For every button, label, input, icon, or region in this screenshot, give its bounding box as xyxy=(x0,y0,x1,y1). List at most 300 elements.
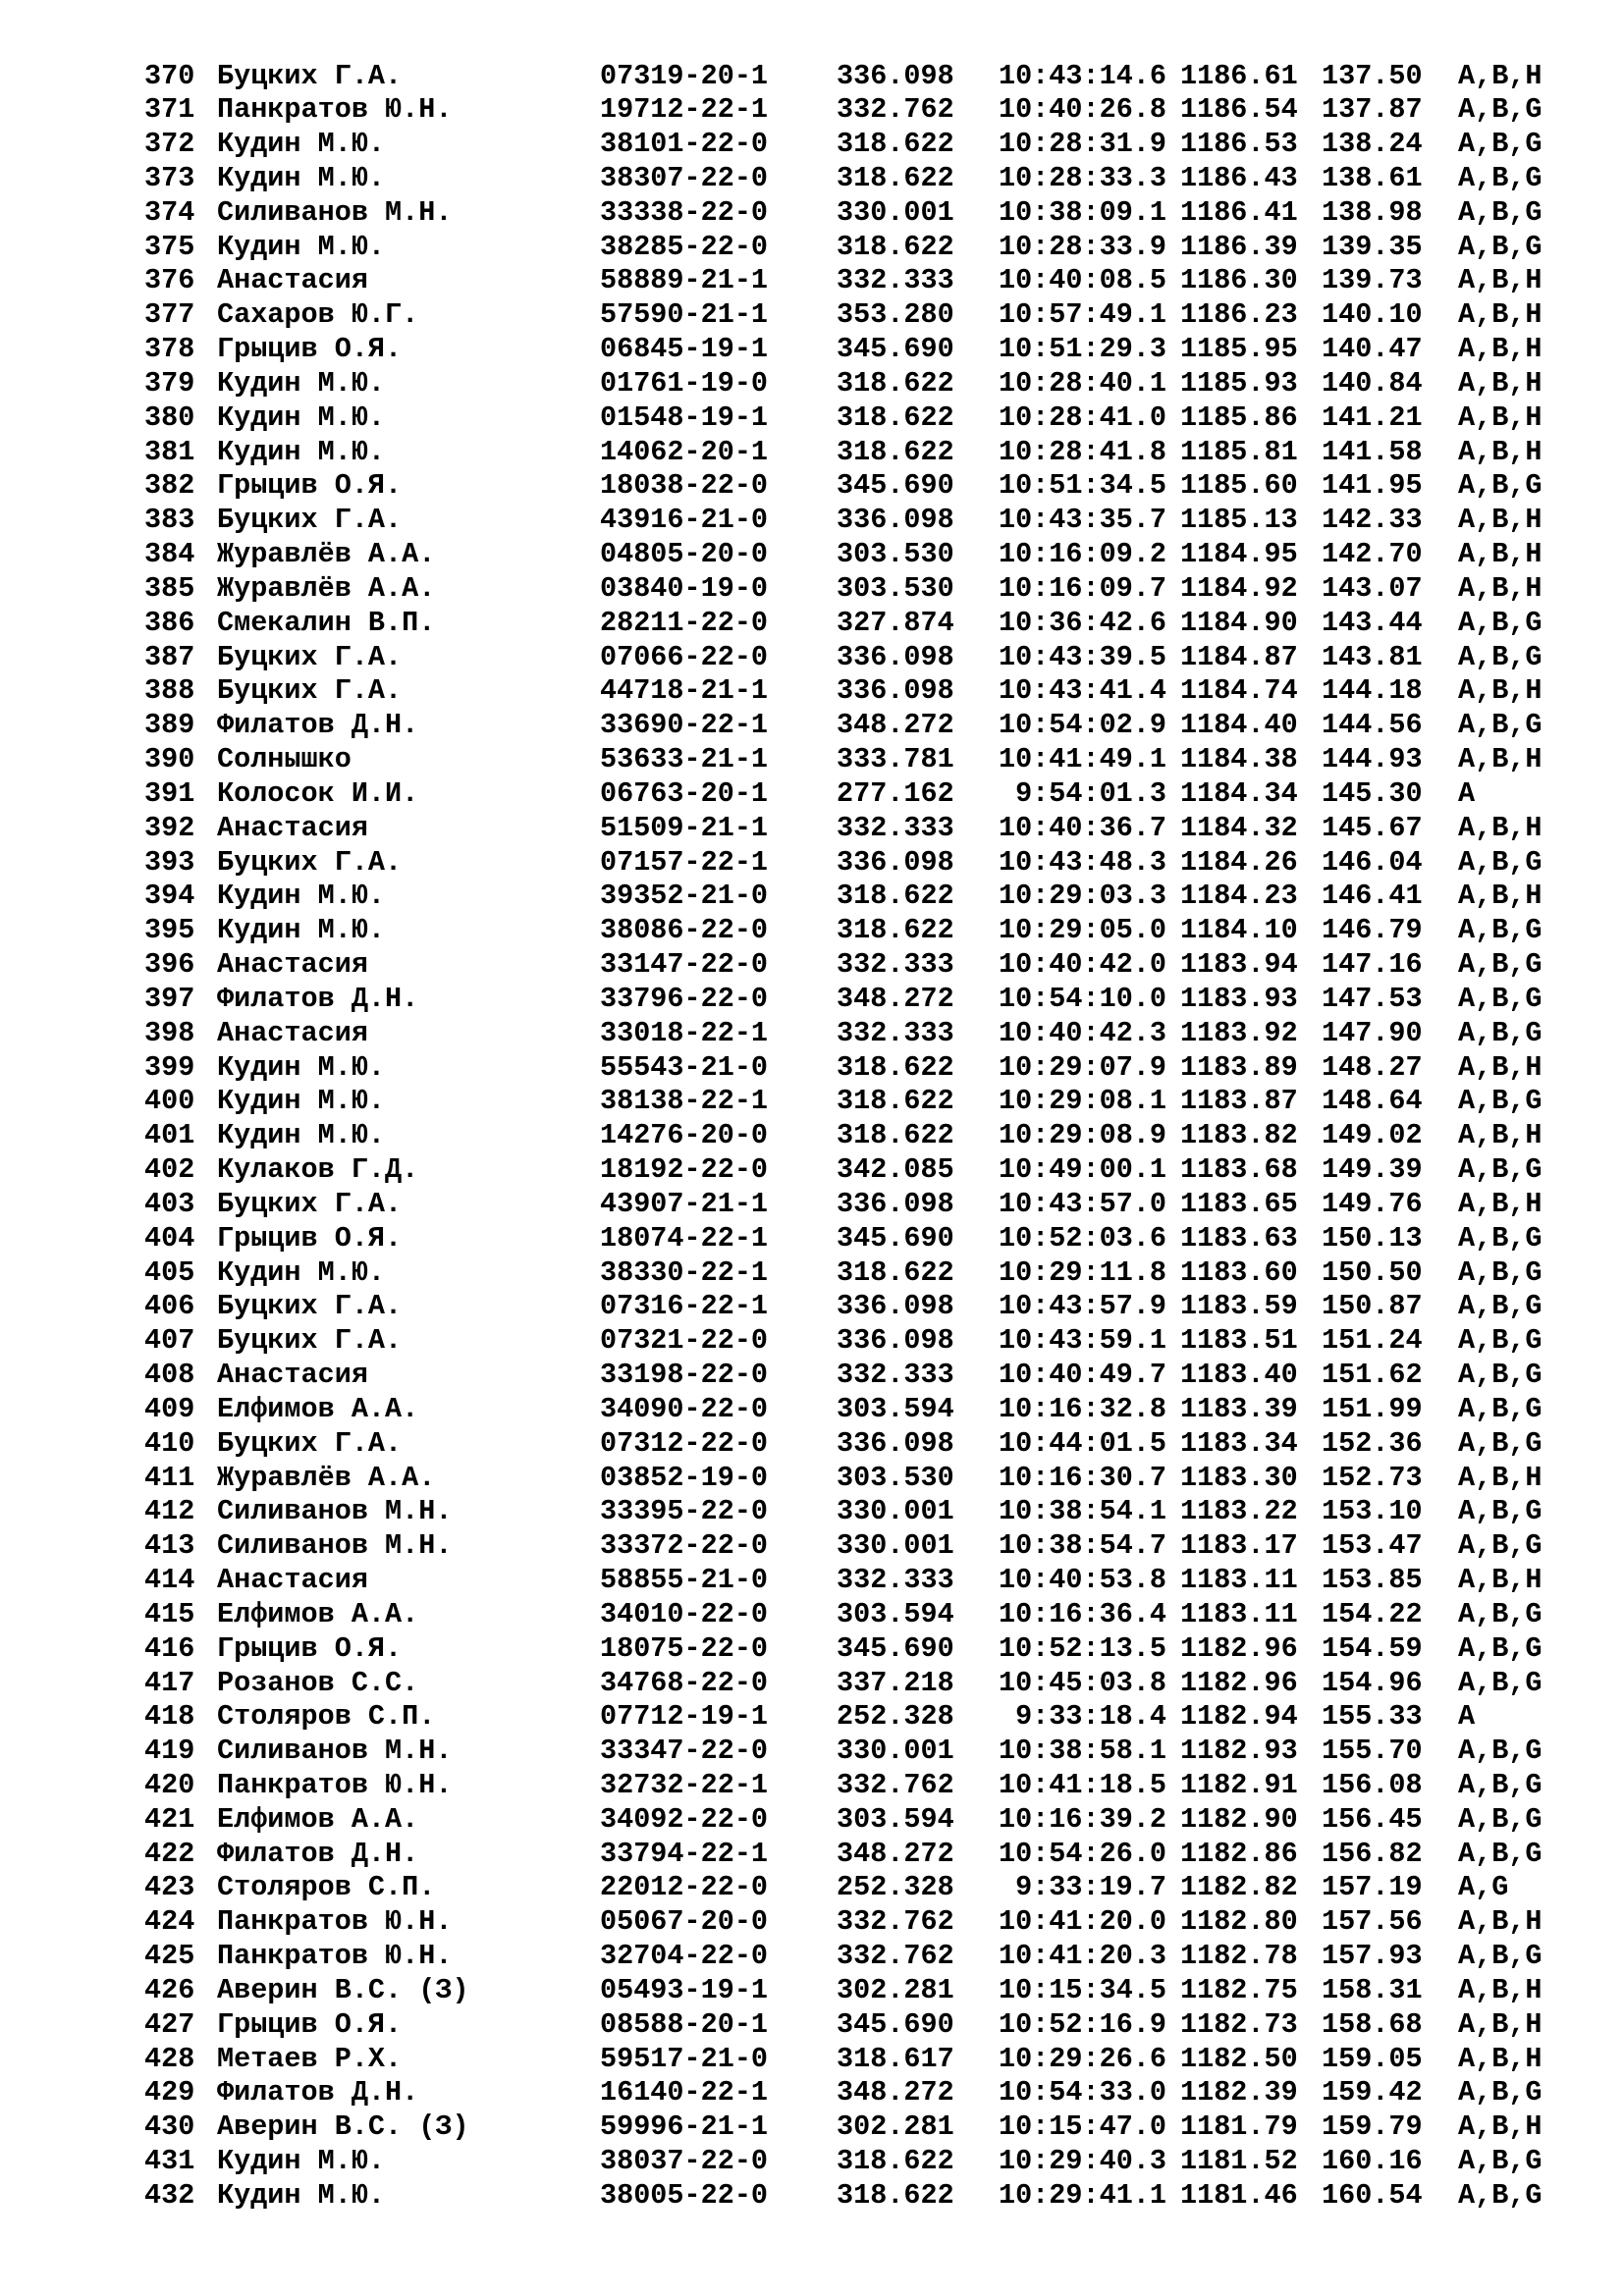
result-row xyxy=(0,59,1624,93)
fancier-name: Кудин М.Ю. xyxy=(217,128,386,161)
ring-number: 55543-21-0 xyxy=(600,1050,769,1084)
points: 157.56 xyxy=(1322,1905,1423,1939)
place-number: 382 xyxy=(144,469,195,503)
speed: 1183.82 xyxy=(1180,1119,1298,1152)
result-row xyxy=(0,2075,1624,2109)
speed: 1184.40 xyxy=(1180,709,1298,742)
result-row xyxy=(0,2007,1624,2042)
arrival-time: 10:29:41.1 xyxy=(998,2178,1166,2212)
speed: 1183.89 xyxy=(1180,1050,1298,1084)
ring-number: 58889-21-1 xyxy=(600,264,769,297)
speed: 1184.26 xyxy=(1180,845,1298,879)
points: 151.24 xyxy=(1322,1324,1423,1358)
ring-number: 03840-19-0 xyxy=(600,571,769,605)
arrival-time: 10:52:03.6 xyxy=(998,1221,1166,1255)
groups: A,B,H xyxy=(1458,264,1543,297)
points: 153.85 xyxy=(1322,1564,1423,1597)
groups: A,B,G xyxy=(1458,195,1543,229)
distance: 332.333 xyxy=(837,264,954,297)
groups: A,B,G xyxy=(1458,1426,1543,1460)
points: 146.04 xyxy=(1322,845,1423,879)
place-number: 415 xyxy=(144,1597,195,1630)
result-row xyxy=(0,1939,1624,1973)
arrival-time: 10:41:18.5 xyxy=(998,1769,1166,1801)
distance: 345.690 xyxy=(837,2007,954,2041)
arrival-time: 10:54:33.0 xyxy=(998,2076,1166,2109)
speed: 1183.68 xyxy=(1180,1153,1298,1187)
points: 138.61 xyxy=(1322,161,1423,194)
points: 159.05 xyxy=(1322,2042,1423,2075)
result-row xyxy=(0,1666,1624,1700)
place-number: 406 xyxy=(144,1290,195,1323)
distance: 327.874 xyxy=(837,606,954,639)
arrival-time: 10:29:08.9 xyxy=(998,1119,1166,1152)
speed: 1185.60 xyxy=(1180,469,1298,503)
ring-number: 58855-21-0 xyxy=(600,1564,769,1597)
fancier-name: Кудин М.Ю. xyxy=(217,880,386,913)
points: 141.21 xyxy=(1322,400,1423,434)
groups: A,G xyxy=(1458,1871,1509,1904)
distance: 336.098 xyxy=(837,1426,954,1460)
groups: A,B,G xyxy=(1458,1255,1543,1289)
speed: 1182.93 xyxy=(1180,1735,1298,1768)
fancier-name: Силиванов М.Н. xyxy=(217,195,453,229)
groups: A,B,G xyxy=(1458,709,1543,742)
place-number: 405 xyxy=(144,1255,195,1289)
result-row xyxy=(0,366,1624,400)
points: 148.64 xyxy=(1322,1085,1423,1118)
arrival-time: 10:16:36.4 xyxy=(998,1597,1166,1630)
place-number: 431 xyxy=(144,2145,195,2178)
groups: A,B,G xyxy=(1458,1631,1543,1665)
fancier-name: Буцких Г.А. xyxy=(217,674,403,708)
distance: 348.272 xyxy=(837,982,954,1015)
arrival-time: 10:38:54.1 xyxy=(998,1495,1166,1528)
result-row xyxy=(0,2144,1624,2178)
ring-number: 51509-21-1 xyxy=(600,811,769,844)
points: 139.73 xyxy=(1322,264,1423,297)
place-number: 432 xyxy=(144,2178,195,2212)
fancier-name: Буцких Г.А. xyxy=(217,504,403,537)
fancier-name: Буцких Г.А. xyxy=(217,1426,403,1460)
groups: A,B,G xyxy=(1458,1495,1543,1528)
speed: 1183.63 xyxy=(1180,1221,1298,1255)
fancier-name: Журавлёв А.А. xyxy=(217,1461,436,1494)
ring-number: 07321-22-0 xyxy=(600,1324,769,1358)
place-number: 373 xyxy=(144,161,195,194)
result-row xyxy=(0,606,1624,640)
fancier-name: Силиванов М.Н. xyxy=(217,1735,453,1768)
arrival-time: 10:40:26.8 xyxy=(998,93,1166,127)
result-row xyxy=(0,435,1624,469)
fancier-name: Кудин М.Ю. xyxy=(217,400,386,434)
ring-number: 57590-21-1 xyxy=(600,298,769,332)
distance: 348.272 xyxy=(837,1837,954,1870)
groups: A,B,G xyxy=(1458,914,1543,947)
speed: 1183.39 xyxy=(1180,1392,1298,1425)
points: 152.36 xyxy=(1322,1426,1423,1460)
place-number: 395 xyxy=(144,914,195,947)
place-number: 420 xyxy=(144,1769,195,1801)
speed: 1182.96 xyxy=(1180,1666,1298,1699)
points: 154.22 xyxy=(1322,1597,1423,1630)
ring-number: 18038-22-0 xyxy=(600,469,769,503)
distance: 336.098 xyxy=(837,1324,954,1358)
arrival-time: 10:15:34.5 xyxy=(998,1973,1166,2006)
points: 141.95 xyxy=(1322,469,1423,503)
place-number: 419 xyxy=(144,1735,195,1768)
result-row xyxy=(0,537,1624,571)
arrival-time: 10:43:14.6 xyxy=(998,59,1166,92)
points: 160.16 xyxy=(1322,2145,1423,2178)
arrival-time: 10:40:42.3 xyxy=(998,1016,1166,1049)
place-number: 424 xyxy=(144,1905,195,1939)
result-row xyxy=(0,673,1624,708)
fancier-name: Елфимов А.А. xyxy=(217,1392,419,1425)
arrival-time: 10:16:30.7 xyxy=(998,1461,1166,1494)
fancier-name: Журавлёв А.А. xyxy=(217,571,436,605)
distance: 303.530 xyxy=(837,571,954,605)
ring-number: 44718-21-1 xyxy=(600,674,769,708)
distance: 318.622 xyxy=(837,880,954,913)
distance: 303.530 xyxy=(837,1461,954,1494)
points: 145.30 xyxy=(1322,776,1423,810)
groups: A,B,G xyxy=(1458,230,1543,263)
result-row xyxy=(0,1528,1624,1563)
result-row xyxy=(0,503,1624,537)
arrival-time: 10:16:09.7 xyxy=(998,571,1166,605)
place-number: 421 xyxy=(144,1802,195,1836)
place-number: 400 xyxy=(144,1085,195,1118)
groups: A,B,H xyxy=(1458,2042,1543,2075)
groups: A,B,G xyxy=(1458,1597,1543,1630)
groups: A,B,G xyxy=(1458,1769,1543,1801)
ring-number: 06763-20-1 xyxy=(600,776,769,810)
distance: 332.333 xyxy=(837,811,954,844)
arrival-time: 10:44:01.5 xyxy=(998,1426,1166,1460)
distance: 252.328 xyxy=(837,1700,954,1734)
result-row xyxy=(0,1802,1624,1837)
speed: 1183.87 xyxy=(1180,1085,1298,1118)
result-row xyxy=(0,1494,1624,1528)
place-number: 384 xyxy=(144,538,195,571)
fancier-name: Филатов Д.Н. xyxy=(217,709,419,742)
place-number: 389 xyxy=(144,709,195,742)
ring-number: 01761-19-0 xyxy=(600,366,769,400)
ring-number: 33198-22-0 xyxy=(600,1359,769,1392)
speed: 1185.86 xyxy=(1180,400,1298,434)
place-number: 401 xyxy=(144,1119,195,1152)
result-row xyxy=(0,1187,1624,1221)
groups: A,B,G xyxy=(1458,606,1543,639)
ring-number: 33147-22-0 xyxy=(600,948,769,982)
arrival-time: 10:28:33.9 xyxy=(998,230,1166,263)
place-number: 394 xyxy=(144,880,195,913)
arrival-time: 10:38:54.7 xyxy=(998,1529,1166,1563)
points: 149.39 xyxy=(1322,1153,1423,1187)
place-number: 399 xyxy=(144,1050,195,1084)
fancier-name: Смекалин В.П. xyxy=(217,606,436,639)
groups: A,B,H xyxy=(1458,333,1543,366)
arrival-time: 10:43:35.7 xyxy=(998,504,1166,537)
ring-number: 03852-19-0 xyxy=(600,1461,769,1494)
distance: 303.594 xyxy=(837,1392,954,1425)
result-row xyxy=(0,1426,1624,1461)
speed: 1183.92 xyxy=(1180,1016,1298,1049)
groups: A,B,G xyxy=(1458,128,1543,161)
fancier-name: Филатов Д.Н. xyxy=(217,2076,419,2109)
groups: A,B,H xyxy=(1458,400,1543,434)
result-row xyxy=(0,879,1624,913)
ring-number: 32704-22-0 xyxy=(600,1940,769,1973)
arrival-time: 10:16:32.8 xyxy=(998,1392,1166,1425)
result-row xyxy=(0,1734,1624,1768)
fancier-name: Анастасия xyxy=(217,264,368,297)
speed: 1183.34 xyxy=(1180,1426,1298,1460)
fancier-name: Елфимов А.А. xyxy=(217,1802,419,1836)
distance: 303.594 xyxy=(837,1597,954,1630)
place-number: 402 xyxy=(144,1153,195,1187)
fancier-name: Кудин М.Ю. xyxy=(217,435,386,468)
fancier-name: Буцких Г.А. xyxy=(217,1187,403,1220)
place-number: 396 xyxy=(144,948,195,982)
arrival-time: 10:49:00.1 xyxy=(998,1153,1166,1187)
arrival-time: 10:29:07.9 xyxy=(998,1050,1166,1084)
points: 137.50 xyxy=(1322,59,1423,92)
result-row xyxy=(0,195,1624,230)
groups: A,B,G xyxy=(1458,1324,1543,1358)
groups: A,B,H xyxy=(1458,1187,1543,1220)
points: 156.45 xyxy=(1322,1802,1423,1836)
arrival-time: 10:40:08.5 xyxy=(998,264,1166,297)
ring-number: 14062-20-1 xyxy=(600,435,769,468)
speed: 1183.40 xyxy=(1180,1359,1298,1392)
place-number: 423 xyxy=(144,1871,195,1904)
place-number: 379 xyxy=(144,366,195,400)
fancier-name: Буцких Г.А. xyxy=(217,845,403,879)
result-row xyxy=(0,845,1624,880)
ring-number: 07319-20-1 xyxy=(600,59,769,92)
ring-number: 43907-21-1 xyxy=(600,1187,769,1220)
result-row xyxy=(0,811,1624,845)
place-number: 372 xyxy=(144,128,195,161)
fancier-name: Кудин М.Ю. xyxy=(217,1119,386,1152)
ring-number: 59996-21-1 xyxy=(600,2110,769,2144)
result-row xyxy=(0,1221,1624,1255)
points: 155.70 xyxy=(1322,1735,1423,1768)
result-row xyxy=(0,2178,1624,2213)
arrival-time: 10:43:41.4 xyxy=(998,674,1166,708)
distance: 303.594 xyxy=(837,1802,954,1836)
distance: 336.098 xyxy=(837,640,954,673)
ring-number: 33796-22-0 xyxy=(600,982,769,1015)
result-row xyxy=(0,708,1624,742)
groups: A,B,G xyxy=(1458,1666,1543,1699)
fancier-name: Анастасия xyxy=(217,1564,368,1597)
fancier-name: Панкратов Ю.Н. xyxy=(217,93,453,127)
speed: 1185.95 xyxy=(1180,333,1298,366)
fancier-name: Розанов С.С. xyxy=(217,1666,419,1699)
fancier-name: Филатов Д.Н. xyxy=(217,982,419,1015)
result-row xyxy=(0,640,1624,674)
points: 144.18 xyxy=(1322,674,1423,708)
points: 156.82 xyxy=(1322,1837,1423,1870)
result-row xyxy=(0,1904,1624,1939)
ring-number: 34092-22-0 xyxy=(600,1802,769,1836)
result-row xyxy=(0,2109,1624,2144)
points: 146.41 xyxy=(1322,880,1423,913)
arrival-time: 10:43:57.0 xyxy=(998,1187,1166,1220)
speed: 1183.59 xyxy=(1180,1290,1298,1323)
groups: A,B,G xyxy=(1458,1153,1543,1187)
groups: A,B,H xyxy=(1458,1564,1543,1597)
place-number: 374 xyxy=(144,195,195,229)
fancier-name: Кудин М.Ю. xyxy=(217,366,386,400)
groups: A,B,H xyxy=(1458,571,1543,605)
speed: 1186.53 xyxy=(1180,128,1298,161)
points: 149.02 xyxy=(1322,1119,1423,1152)
fancier-name: Панкратов Ю.Н. xyxy=(217,1905,453,1939)
speed: 1183.65 xyxy=(1180,1187,1298,1220)
fancier-name: Анастасия xyxy=(217,811,368,844)
points: 138.98 xyxy=(1322,195,1423,229)
distance: 348.272 xyxy=(837,2076,954,2109)
speed: 1186.39 xyxy=(1180,230,1298,263)
speed: 1182.50 xyxy=(1180,2042,1298,2075)
fancier-name: Кудин М.Ю. xyxy=(217,2178,386,2212)
place-number: 383 xyxy=(144,504,195,537)
points: 151.62 xyxy=(1322,1359,1423,1392)
arrival-time: 10:38:09.1 xyxy=(998,195,1166,229)
arrival-time: 10:16:39.2 xyxy=(998,1802,1166,1836)
groups: A,B,G xyxy=(1458,1221,1543,1255)
distance: 332.762 xyxy=(837,1940,954,1973)
speed: 1184.87 xyxy=(1180,640,1298,673)
points: 147.53 xyxy=(1322,982,1423,1015)
points: 141.58 xyxy=(1322,435,1423,468)
groups: A,B,G xyxy=(1458,2076,1543,2109)
result-row xyxy=(0,400,1624,435)
speed: 1186.41 xyxy=(1180,195,1298,229)
points: 157.19 xyxy=(1322,1871,1423,1904)
distance: 318.622 xyxy=(837,366,954,400)
arrival-time: 10:41:20.0 xyxy=(998,1905,1166,1939)
speed: 1183.17 xyxy=(1180,1529,1298,1563)
place-number: 376 xyxy=(144,264,195,297)
points: 144.93 xyxy=(1322,743,1423,776)
place-number: 414 xyxy=(144,1564,195,1597)
points: 160.54 xyxy=(1322,2178,1423,2212)
arrival-time: 9:33:19.7 xyxy=(1015,1871,1166,1904)
place-number: 410 xyxy=(144,1426,195,1460)
arrival-time: 10:52:16.9 xyxy=(998,2007,1166,2041)
result-row xyxy=(0,1973,1624,2007)
fancier-name: Грыцив О.Я. xyxy=(217,1221,403,1255)
fancier-name: Кудин М.Ю. xyxy=(217,1255,386,1289)
points: 142.33 xyxy=(1322,504,1423,537)
place-number: 427 xyxy=(144,2007,195,2041)
points: 143.07 xyxy=(1322,571,1423,605)
place-number: 391 xyxy=(144,776,195,810)
distance: 302.281 xyxy=(837,1973,954,2006)
arrival-time: 10:54:02.9 xyxy=(998,709,1166,742)
ring-number: 07316-22-1 xyxy=(600,1290,769,1323)
groups: A,B,H xyxy=(1458,1905,1543,1939)
points: 158.31 xyxy=(1322,1973,1423,2006)
place-number: 430 xyxy=(144,2110,195,2144)
place-number: 411 xyxy=(144,1461,195,1494)
fancier-name: Силиванов М.Н. xyxy=(217,1495,453,1528)
speed: 1186.23 xyxy=(1180,298,1298,332)
points: 150.87 xyxy=(1322,1290,1423,1323)
result-row xyxy=(0,263,1624,297)
points: 142.70 xyxy=(1322,538,1423,571)
speed: 1186.54 xyxy=(1180,93,1298,127)
groups: A,B,G xyxy=(1458,161,1543,194)
arrival-time: 10:41:49.1 xyxy=(998,743,1166,776)
result-row xyxy=(0,982,1624,1016)
ring-number: 33372-22-0 xyxy=(600,1529,769,1563)
distance: 336.098 xyxy=(837,59,954,92)
ring-number: 07712-19-1 xyxy=(600,1700,769,1734)
place-number: 388 xyxy=(144,674,195,708)
points: 155.33 xyxy=(1322,1700,1423,1734)
result-row xyxy=(0,571,1624,606)
speed: 1182.94 xyxy=(1180,1700,1298,1734)
distance: 318.622 xyxy=(837,161,954,194)
speed: 1182.82 xyxy=(1180,1871,1298,1904)
points: 140.10 xyxy=(1322,298,1423,332)
distance: 336.098 xyxy=(837,504,954,537)
arrival-time: 10:29:11.8 xyxy=(998,1255,1166,1289)
ring-number: 33794-22-1 xyxy=(600,1837,769,1870)
speed: 1183.94 xyxy=(1180,948,1298,982)
arrival-time: 10:29:08.1 xyxy=(998,1085,1166,1118)
ring-number: 05493-19-1 xyxy=(600,1973,769,2006)
distance: 332.762 xyxy=(837,93,954,127)
speed: 1182.78 xyxy=(1180,1940,1298,1973)
distance: 330.001 xyxy=(837,1735,954,1768)
arrival-time: 10:28:41.0 xyxy=(998,400,1166,434)
arrival-time: 10:28:41.8 xyxy=(998,435,1166,468)
points: 152.73 xyxy=(1322,1461,1423,1494)
ring-number: 33018-22-1 xyxy=(600,1016,769,1049)
groups: A,B,G xyxy=(1458,469,1543,503)
place-number: 403 xyxy=(144,1187,195,1220)
distance: 318.622 xyxy=(837,2178,954,2212)
place-number: 385 xyxy=(144,571,195,605)
fancier-name: Кулаков Г.Д. xyxy=(217,1153,419,1187)
arrival-time: 10:28:40.1 xyxy=(998,366,1166,400)
ring-number: 18074-22-1 xyxy=(600,1221,769,1255)
distance: 336.098 xyxy=(837,1290,954,1323)
place-number: 409 xyxy=(144,1392,195,1425)
fancier-name: Панкратов Ю.Н. xyxy=(217,1769,453,1801)
ring-number: 38307-22-0 xyxy=(600,161,769,194)
arrival-time: 10:15:47.0 xyxy=(998,2110,1166,2144)
distance: 332.333 xyxy=(837,1564,954,1597)
arrival-time: 10:43:39.5 xyxy=(998,640,1166,673)
fancier-name: Панкратов Ю.Н. xyxy=(217,1940,453,1973)
ring-number: 33395-22-0 xyxy=(600,1495,769,1528)
distance: 318.622 xyxy=(837,2145,954,2178)
result-row xyxy=(0,1631,1624,1666)
fancier-name: Кудин М.Ю. xyxy=(217,2145,386,2178)
result-row xyxy=(0,1152,1624,1187)
groups: A,B,G xyxy=(1458,982,1543,1015)
fancier-name: Буцких Г.А. xyxy=(217,1290,403,1323)
groups: A,B,H xyxy=(1458,1973,1543,2006)
